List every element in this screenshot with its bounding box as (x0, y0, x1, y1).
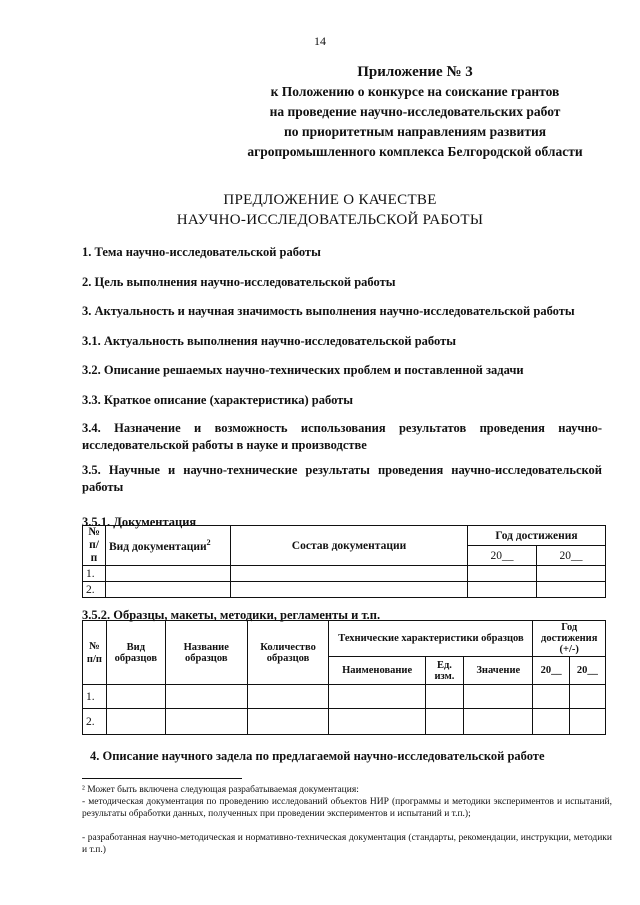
t2-header-year-2: 20__ (569, 657, 605, 685)
section-3: 3. Актуальность и научная значимость выполнения научно-исследовательской работы (82, 304, 575, 318)
t2-cell[interactable] (533, 685, 569, 709)
t1-cell[interactable] (468, 582, 537, 598)
t1-cell[interactable] (536, 582, 605, 598)
t1-cell[interactable] (106, 566, 231, 582)
title-line-2: НАУЧНО-ИССЛЕДОВАТЕЛЬСКОЙ РАБОТЫ (176, 212, 484, 228)
t1-header-year-1: 20__ (468, 546, 537, 566)
t1-row2-num: 2. (83, 582, 106, 598)
table-row (83, 709, 606, 735)
t1-cell[interactable] (231, 566, 468, 582)
t2-cell[interactable] (425, 709, 463, 735)
t2-cell[interactable] (464, 709, 533, 735)
footnote-ref: 2 (206, 538, 211, 548)
table-row (83, 685, 606, 709)
documentation-table (82, 525, 606, 598)
section-3-1: 3.1. Актуальность выполнения научно-исследовательской работы (82, 334, 456, 348)
appendix-line-5: агропромышленного комплекса Белгородской области (247, 144, 583, 159)
t2-cell[interactable] (247, 685, 329, 709)
t2-cell[interactable] (165, 685, 247, 709)
t1-row1-num: 1. (83, 566, 106, 582)
t2-cell[interactable] (329, 709, 425, 735)
appendix-line-2: к Положению о конкурсе на соискание грантов (270, 84, 560, 99)
title-line-1: ПРЕДЛОЖЕНИЕ О КАЧЕСТВЕ (223, 192, 437, 208)
t2-cell[interactable] (569, 685, 605, 709)
appendix-line-4: по приоритетным направлениям развития (283, 124, 547, 139)
t1-header-composition: Состав документации (231, 526, 468, 566)
t1-header-type (106, 526, 231, 566)
t2-row2-num: 2. (83, 709, 107, 735)
section-3-3: 3.3. Краткое описание (характеристика) работы (82, 393, 354, 407)
t1-cell[interactable] (231, 582, 468, 598)
table2-caption: 3.5.2. Образцы, макеты, методики, регламенты и т.п. (82, 608, 381, 622)
t2-header-tech-name: Наименование (329, 657, 425, 685)
t2-cell[interactable] (247, 709, 329, 735)
t2-header-qty: Количество образцов (247, 621, 329, 685)
section-3-5: 3.5. Научные и научно-технические результаты проведения научно-исследовательской работы (82, 463, 602, 494)
t2-cell[interactable] (425, 685, 463, 709)
section-1: 1. Тема научно-исследовательской работы (82, 245, 321, 259)
footnote-line-1: ² Может быть включена следующая разрабатываемая документация: (82, 785, 359, 795)
footnote-line-3: - разработанная научно-методическая и нормативно-техническая документация (стандарты, рекомендации, инструкции, методики и т.п.) (82, 833, 612, 855)
section-3-2: 3.2. Описание решаемых научно-технических проблем и поставленной задачи (82, 363, 524, 377)
samples-table (82, 620, 606, 735)
t2-header-year-1: 20__ (533, 657, 569, 685)
t1-header-year: Год достижения (468, 526, 606, 546)
appendix-header (200, 62, 630, 162)
appendix-line-3: на проведение научно-исследовательских работ (269, 104, 561, 119)
t2-cell[interactable] (106, 685, 165, 709)
section-2: 2. Цель выполнения научно-исследовательской работы (82, 275, 396, 289)
document-title (150, 190, 510, 230)
t2-header-tech-unit: Ед. изм. (425, 657, 463, 685)
t1-cell[interactable] (536, 566, 605, 582)
t2-header-tech-value: Значение (464, 657, 533, 685)
section-3-4: 3.4. Назначение и возможность использования результатов проведения научно-исследовательской работы в науке и производстве (82, 421, 602, 452)
page-number: 14 (314, 34, 326, 48)
footnote-divider (82, 778, 242, 779)
t1-header-num: № п/п (83, 526, 106, 566)
t2-header-type: Вид образцов (106, 621, 165, 685)
table-row (83, 582, 606, 598)
appendix-title: Приложение № 3 (357, 64, 473, 80)
t2-cell[interactable] (329, 685, 425, 709)
t2-cell[interactable] (533, 709, 569, 735)
t2-cell[interactable] (106, 709, 165, 735)
table-row (83, 566, 606, 582)
t1-header-type-label: Вид документации (109, 540, 207, 553)
t2-cell[interactable] (165, 709, 247, 735)
t2-header-num: № п/п (83, 621, 107, 685)
t1-cell[interactable] (106, 582, 231, 598)
table1-caption: 3.5.1. Документация (82, 515, 197, 529)
t2-cell[interactable] (464, 685, 533, 709)
t2-header-tech: Технические характеристики образцов (329, 621, 533, 657)
section-4: 4. Описание научного задела по предлагаемой научно-исследовательской работе (90, 749, 545, 763)
t2-cell[interactable] (569, 709, 605, 735)
t2-header-name: Название образцов (165, 621, 247, 685)
t1-header-year-2: 20__ (536, 546, 605, 566)
footnote-line-2: - методическая документация по проведению исследований объектов НИР (программы и методики экспериментов и испытаний, результаты обработки данных, полученных при проведении экспериментов и испытаний и т.п.); (82, 797, 612, 819)
t2-row1-num: 1. (83, 685, 107, 709)
t2-header-year: Год достижения (+/-) (533, 621, 606, 657)
t1-cell[interactable] (468, 566, 537, 582)
